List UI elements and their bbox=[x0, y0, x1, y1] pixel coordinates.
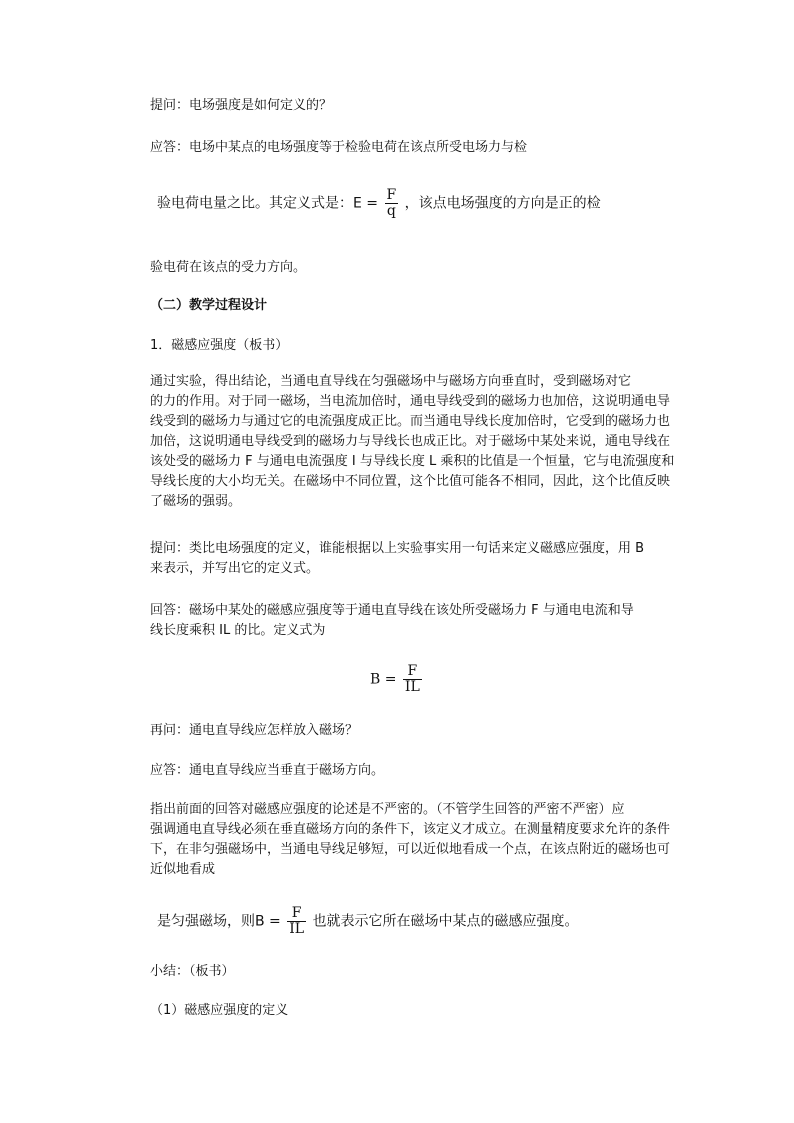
fraction-denominator: IL bbox=[289, 921, 305, 937]
magnetic-induction-formula bbox=[370, 664, 424, 695]
answer-electric-field-end: 验电荷在该点的受力方向。 bbox=[150, 260, 307, 275]
nonuniform-field-formula-line bbox=[157, 906, 579, 937]
fraction-numerator: F bbox=[407, 663, 418, 679]
fraction-denominator: q bbox=[386, 203, 396, 219]
magnetic-induction-fraction bbox=[403, 664, 422, 695]
question-placement: 再问：通电直导线应怎样放入磁场？ bbox=[150, 723, 359, 738]
paragraph-line: 该处受的磁场力 F 与通电电流强度 I 与导线长度 L 乘积的比值是一个恒量，它与电流强度和 bbox=[150, 454, 675, 469]
formula-line-text-before: 是匀强磁场，则B = bbox=[157, 913, 281, 930]
paragraph-line: 指出前面的回答对磁感应强度的论述是不严密的。（不管学生回答的严密不严密）应 bbox=[150, 802, 625, 817]
nonuniform-field-fraction bbox=[287, 906, 306, 937]
paragraph-line: 了磁场的强弱。 bbox=[150, 494, 242, 509]
summary-item-definition: （1）磁感应强度的定义 bbox=[150, 1003, 289, 1018]
formula-lhs: B = bbox=[370, 671, 397, 688]
paragraph-line: 线受到的磁场力与通过它的电流强度成正比。而当通电导线长度加倍时，它受到的磁场力也 bbox=[150, 414, 671, 429]
fraction-numerator: F bbox=[386, 187, 397, 203]
paragraph-line: 线长度乘积 IL 的比。定义式为 bbox=[150, 623, 326, 638]
answer-placement: 应答：通电直导线应当垂直于磁场方向。 bbox=[150, 763, 385, 778]
formula-line-text-after: ，该点电场强度的方向是正的检 bbox=[404, 195, 601, 212]
formula-line-text-after: 也就表示它所在磁场中某点的磁感应强度。 bbox=[312, 913, 579, 930]
paragraph-line: 通过实验，得出结论，当通电直导线在匀强磁场中与磁场方向垂直时，受到磁场对它 bbox=[150, 374, 632, 389]
paragraph-question-define bbox=[150, 539, 650, 579]
electric-field-fraction bbox=[384, 188, 398, 219]
paragraph-line: 导线长度的大小均无关。在磁场中不同位置，这个比值可能各不相同，因此，这个比值反映 bbox=[150, 474, 671, 489]
summary-label: 小结：（板书） bbox=[150, 964, 235, 979]
paragraph-line: 加倍，这说明通电导线受到的磁场力与导线长也成正比。对于磁场中某处来说，通电导线在 bbox=[150, 434, 671, 449]
paragraph-line: 近似地看成 bbox=[150, 862, 216, 877]
section-heading: （二）教学过程设计 bbox=[150, 298, 268, 313]
answer-electric-field: 应答：电场中某点的电场强度等于检验电荷在该点所受电场力与检 bbox=[150, 140, 528, 155]
paragraph-line: 的力的作用。对于同一磁场，当电流加倍时，通电导线受到的磁场力也加倍，这说明通电导 bbox=[150, 394, 671, 409]
paragraph-experiment bbox=[150, 372, 675, 512]
paragraph-line: 强调通电直导线必须在垂直磁场方向的条件下，该定义才成立。在测量精度要求允许的条件 bbox=[150, 822, 671, 837]
paragraph-line: 来表示，并写出它的定义式。 bbox=[150, 561, 320, 576]
formula-line-text-before: 验电荷电量之比。其定义式是：E = bbox=[157, 195, 379, 212]
paragraph-line: 提问：类比电场强度的定义，谁能根据以上实验事实用一句话来定义磁感应强度，用 B bbox=[150, 541, 645, 556]
paragraph-answer-define bbox=[150, 601, 650, 641]
answer-electric-field-formula-line bbox=[157, 188, 601, 219]
paragraph-line: 回答：磁场中某处的磁感应强度等于通电直导线在该处所受磁场力 F 与通电电流和导 bbox=[150, 603, 634, 618]
fraction-denominator: IL bbox=[404, 679, 420, 695]
paragraph-line: 下，在非匀强磁场中，当通电导线足够短，可以近似地看成一个点，在该点附近的磁场也可 bbox=[150, 842, 671, 857]
list-item-magnetic-induction: 1．磁感应强度（板书） bbox=[150, 338, 289, 353]
fraction-numerator: F bbox=[291, 905, 302, 921]
paragraph-rigor-note bbox=[150, 800, 671, 880]
question-electric-field: 提问：电场强度是如何定义的？ bbox=[150, 98, 333, 113]
